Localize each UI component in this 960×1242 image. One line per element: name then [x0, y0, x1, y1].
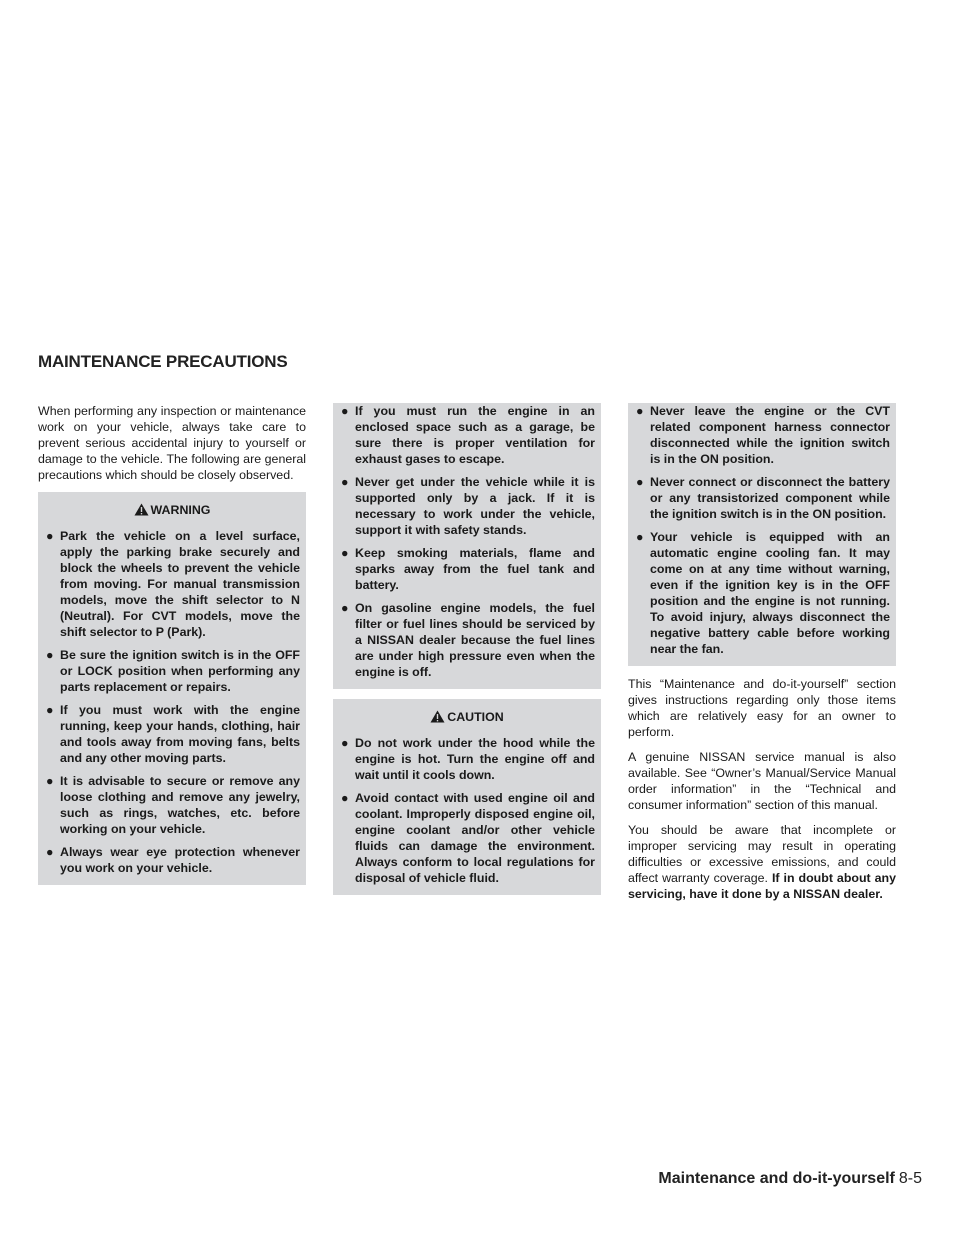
caution-item: ● Your vehicle is equipped with an automatic engine cooling fan. It may come on at any time without warning, even if the ignition key is in the OFF position and the engine is not running. To avoid injury, always disconnect the negative battery cable before working near the fan.: [636, 530, 890, 656]
warning-triangle-icon: [134, 503, 149, 520]
page-footer: [658, 1170, 922, 1188]
body-paragraph: A genuine NISSAN service manual is also available. See “Owner’s Manual/Service Manual order information” in the “Technical and consumer information” section of this manual.: [628, 750, 896, 812]
caution-box: [333, 699, 601, 895]
warning-item: ● Never get under the vehicle while it is supported only by a jack. If it is necessary to work under the vehicle, support it with safety stands.: [341, 475, 595, 537]
warning-item: ● Be sure the ignition switch is in the OFF or LOCK position when performing any parts replacement or repairs.: [46, 648, 300, 694]
warning-box: [38, 492, 306, 885]
warning-item: ● It is advisable to secure or remove any loose clothing and remove any jewelry, such as rings, watches, etc. before working on your vehicle.: [46, 774, 300, 836]
warning-heading-text: WARNING: [150, 503, 211, 517]
warning-item: ● If you must run the engine in an enclosed space such as a garage, be sure there is proper ventilation for exhaust gases to escape.: [341, 404, 595, 466]
column-3: [628, 403, 896, 911]
warning-item: ● Park the vehicle on a level surface, apply the parking brake securely and block the wheels to prevent the vehicle from moving. For manual transmission models, move the shift selector to N (Neutral). For CVT models, move the shift selector to P (Park).: [46, 529, 300, 639]
warning-item: ● Keep smoking materials, flame and sparks away from the fuel tank and battery.: [341, 546, 595, 592]
page-number: 8-5: [898, 1170, 922, 1187]
warning-item: ● Always wear eye protection whenever you work on your vehicle.: [46, 845, 300, 875]
body-paragraph-last: You should be aware that incomplete or improper servicing may result in operating difficulties or excessive emissions, and could affect warranty coverage. If in doubt about any servicing, have it done by a NISSAN dealer.: [628, 823, 896, 901]
caution-heading: [339, 705, 595, 735]
body-paragraph: This “Maintenance and do-it-yourself” section gives instructions regarding only those items which are relatively easy for an owner to perform.: [628, 677, 896, 739]
caution-box-continued: [628, 403, 896, 666]
caution-item: ● Never leave the engine or the CVT related component harness connector disconnected while the ignition switch is in the ON position.: [636, 404, 890, 466]
warning-item: ● On gasoline engine models, the fuel filter or fuel lines should be serviced by a NISSAN dealer because the fuel lines are under high pressure even when the engine is off.: [341, 601, 595, 679]
caution-heading-text: CAUTION: [447, 710, 504, 724]
caution-triangle-icon: [430, 710, 445, 727]
bold-advice: If in doubt about any servicing, have it done by a NISSAN dealer.: [628, 871, 896, 901]
caution-item: ● Never connect or disconnect the battery or any transistorized component while the ignition switch is in the ON position.: [636, 475, 890, 521]
warning-box-continued: [333, 403, 601, 689]
column-2: [333, 403, 601, 895]
warning-item: ● If you must work with the engine running, keep your hands, clothing, hair and tools away from moving fans, belts and any other moving parts.: [46, 703, 300, 765]
column-1: [38, 403, 306, 885]
intro-paragraph: When performing any inspection or maintenance work on your vehicle, always take care to prevent serious accidental injury to yourself or damage to the vehicle. The following are general precautions which should be closely observed.: [38, 404, 306, 482]
caution-item: ● Avoid contact with used engine oil and coolant. Improperly disposed engine oil, engine coolant and/or other vehicle fluids can damage the environment. Always conform to local regulations for disposal of vehicle fluid.: [341, 791, 595, 885]
warning-heading: [44, 498, 300, 528]
footer-chapter: Maintenance and do-it-yourself: [658, 1170, 895, 1187]
section-title: MAINTENANCE PRECAUTIONS: [38, 352, 288, 371]
caution-item: ● Do not work under the hood while the engine is hot. Turn the engine off and wait until it cools down.: [341, 736, 595, 782]
